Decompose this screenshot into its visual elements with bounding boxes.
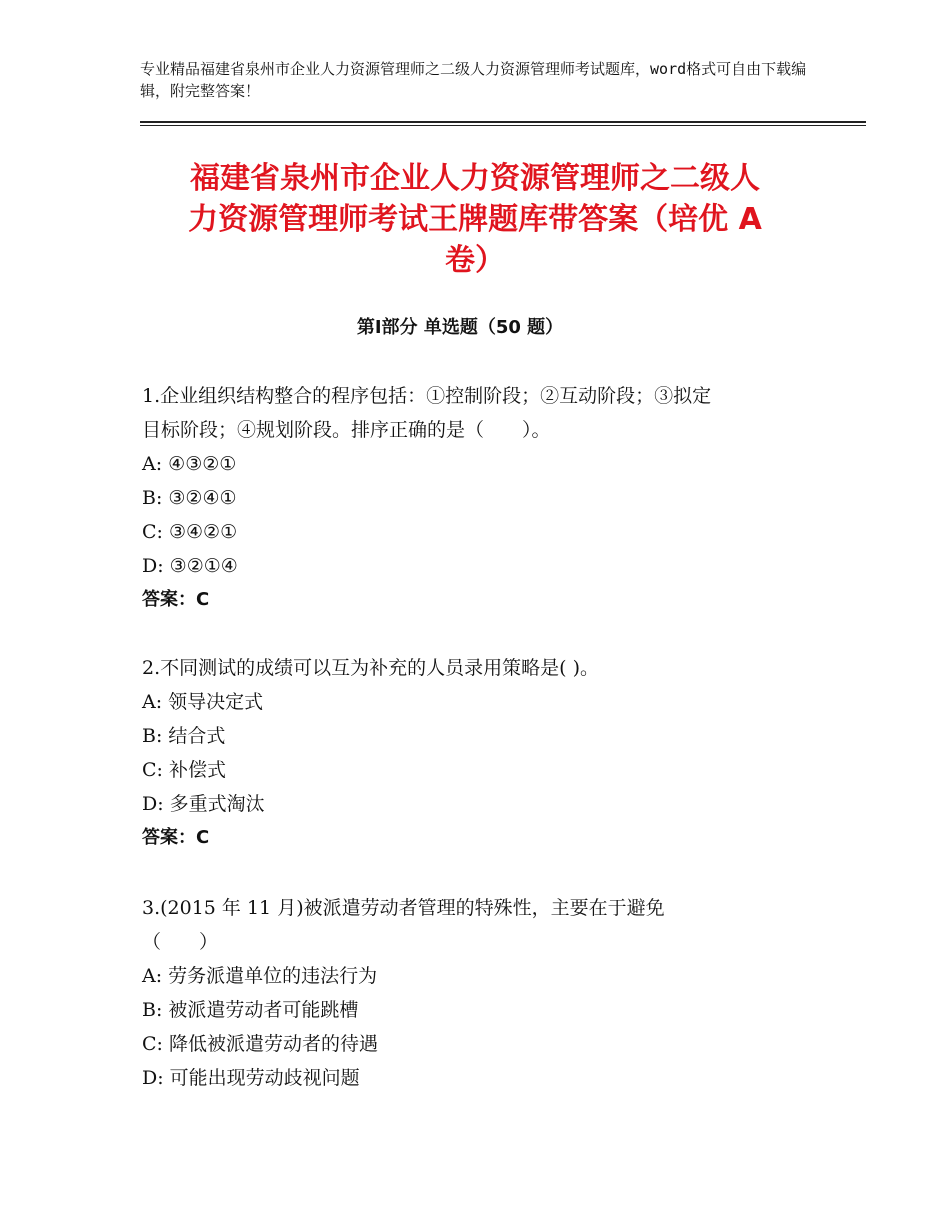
answer: 答案：C	[142, 589, 210, 610]
option-a: A: 领导决定式	[142, 691, 264, 713]
header-rule-thick	[140, 121, 866, 123]
question-stem: （ ）	[142, 931, 219, 953]
option-c: C: 降低被派遣劳动者的待遇	[142, 1033, 378, 1055]
question-stem: 目标阶段；④规划阶段。排序正确的是（ ）。	[142, 419, 551, 441]
option-b: B: 被派遣劳动者可能跳槽	[142, 999, 359, 1021]
question-3	[142, 891, 802, 1095]
section-title: 第Ⅰ部分 单选题（50 题）	[356, 317, 564, 338]
title-line-2: 力资源管理师考试王牌题库带答案（培优 A	[188, 202, 762, 237]
question-2	[142, 651, 802, 855]
option-a: A: ④③②①	[142, 453, 237, 475]
option-d: D: ③②①④	[142, 555, 238, 577]
option-b: B: 结合式	[142, 725, 226, 747]
title-line-1: 福建省泉州市企业人力资源管理师之二级人	[190, 161, 760, 196]
question-1	[142, 379, 802, 617]
document-title	[120, 158, 830, 281]
answer: 答案：C	[142, 827, 210, 848]
option-c: C: ③④②①	[142, 521, 238, 543]
question-stem: 2.不同测试的成绩可以互为补充的人员录用策略是( )。	[142, 657, 599, 679]
option-d: D: 多重式淘汰	[142, 793, 265, 815]
option-b: B: ③②④①	[142, 487, 237, 509]
title-line-3: 卷）	[445, 243, 505, 278]
option-d: D: 可能出现劳动歧视问题	[142, 1067, 360, 1089]
option-c: C: 补偿式	[142, 759, 226, 781]
question-stem: 1.企业组织结构整合的程序包括：①控制阶段；②互动阶段；③拟定	[142, 385, 712, 407]
question-stem: 3.(2015 年 11 月)被派遣劳动者管理的特殊性，主要在于避免	[142, 897, 665, 919]
header-note: 专业精品福建省泉州市企业人力资源管理师之二级人力资源管理师考试题库，word格式可自由下载编辑，附完整答案！	[140, 60, 807, 100]
header-rule-thin	[140, 125, 866, 126]
option-a: A: 劳务派遣单位的违法行为	[142, 965, 378, 987]
